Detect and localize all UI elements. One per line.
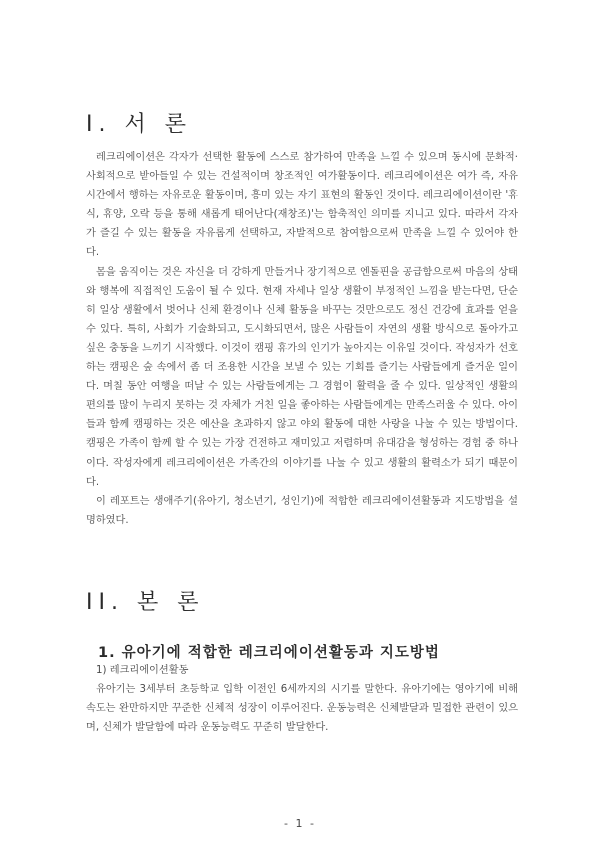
body-paragraph-1: 유아기는 3세부터 초등학교 입학 이전인 6세까지의 시기를 말한다. 유아기에는 영아기에 비해 속도는 완만하지만 꾸준한 신체적 성장이 이루어진다. 운동능력은 신체발달과 밀접한 관련이 있으며, 신체가 발달함에 따라 운동능력도 꾸준히 발달한다. [86,684,518,734]
introduction-body [86,148,518,530]
section-heading-introduction: I. 서 론 [86,111,192,137]
main-body-text [86,661,518,737]
item-label: 1) 레크리에이션활동 [96,665,189,676]
intro-paragraph-2: 몸을 움직이는 것은 자신을 더 강하게 만들거나 장기적으로 엔돌핀을 공급함으로써 마음의 상태와 행복에 직접적인 도움이 될 수 있다. 현재 자세나 일상 생활이 부정적인 느낌을 받는다면, 단순히 일상 생활에서 벗어나 신체 환경이나 신체 활동을 바꾸는 것만으로도 정신 건강에 효과를 얻을 수 있다. 특히, 사회가 기술화되고, 도시화되면서, 많은 사람들이 자연의 생활 방식으로 돌아가고 싶은 충동을 느끼기 시작했다. 이것이 캠핑 휴가의 인기가 높아지는 이유일 것이다. 작성자가 선호하는 캠핑은 숲 속에서 좀 더 조용한 시간을 보낼 수 있는 기회를 즐기는 사람들에게 즐거운 일이다. 며칠 동안 여행을 떠날 수 있는 사람들에게는 그 경험이 활력을 줄 수 있다. 일상적인 생활의 편의를 많이 누리지 못하는 것 자체가 거친 일을 좋아하는 사람들에게는 만족스러울 수 있다. 아이들과 함께 캠핑하는 것은 예산을 초과하지 않고 야외 활동에 대한 사랑을 나눌 수 있는 방법이다. 캠핑은 가족이 함께 할 수 있는 가장 건전하고 재미있고 저렴하며 유대감을 형성하는 경험 중 하나이다. 작성자에게 레크리에이션은 가족간의 이야기를 나눌 수 있고 생활의 활력소가 되기 때문이다. [86,266,518,488]
intro-paragraph-3: 이 레포트는 생애주기(유아기, 청소년기, 성인기)에 적합한 레크리에이션활동과 지도방법을 설명하였다. [86,495,518,526]
page-number: - 1 - [284,817,316,830]
intro-paragraph-1: 레크리에이션은 각자가 선택한 활동에 스스로 참가하여 만족을 느낄 수 있으며 동시에 문화적·사회적으로 받아들일 수 있는 건설적이며 창조적인 여가활동이다. 레크리에이션은 여가 즉, 자유 시간에서 행하는 자유로운 활동이며, 흥미 있는 자기 표현의 활동인 것이다. 레크리에이션이란 '휴식, 휴양, 오락 등을 통해 새롭게 태어난다(재창조)'는 함축적인 의미를 지니고 있다. 따라서 각자가 즐길 수 있는 활동을 자유롭게 선택하고, 자발적으로 참여함으로써 만족을 느낄 수 있어야 한다. [86,152,518,259]
subsection-heading: 1. 유아기에 적합한 레크리에이션활동과 지도방법 [98,645,440,662]
section-heading-main-body: II. 본 론 [86,589,205,615]
